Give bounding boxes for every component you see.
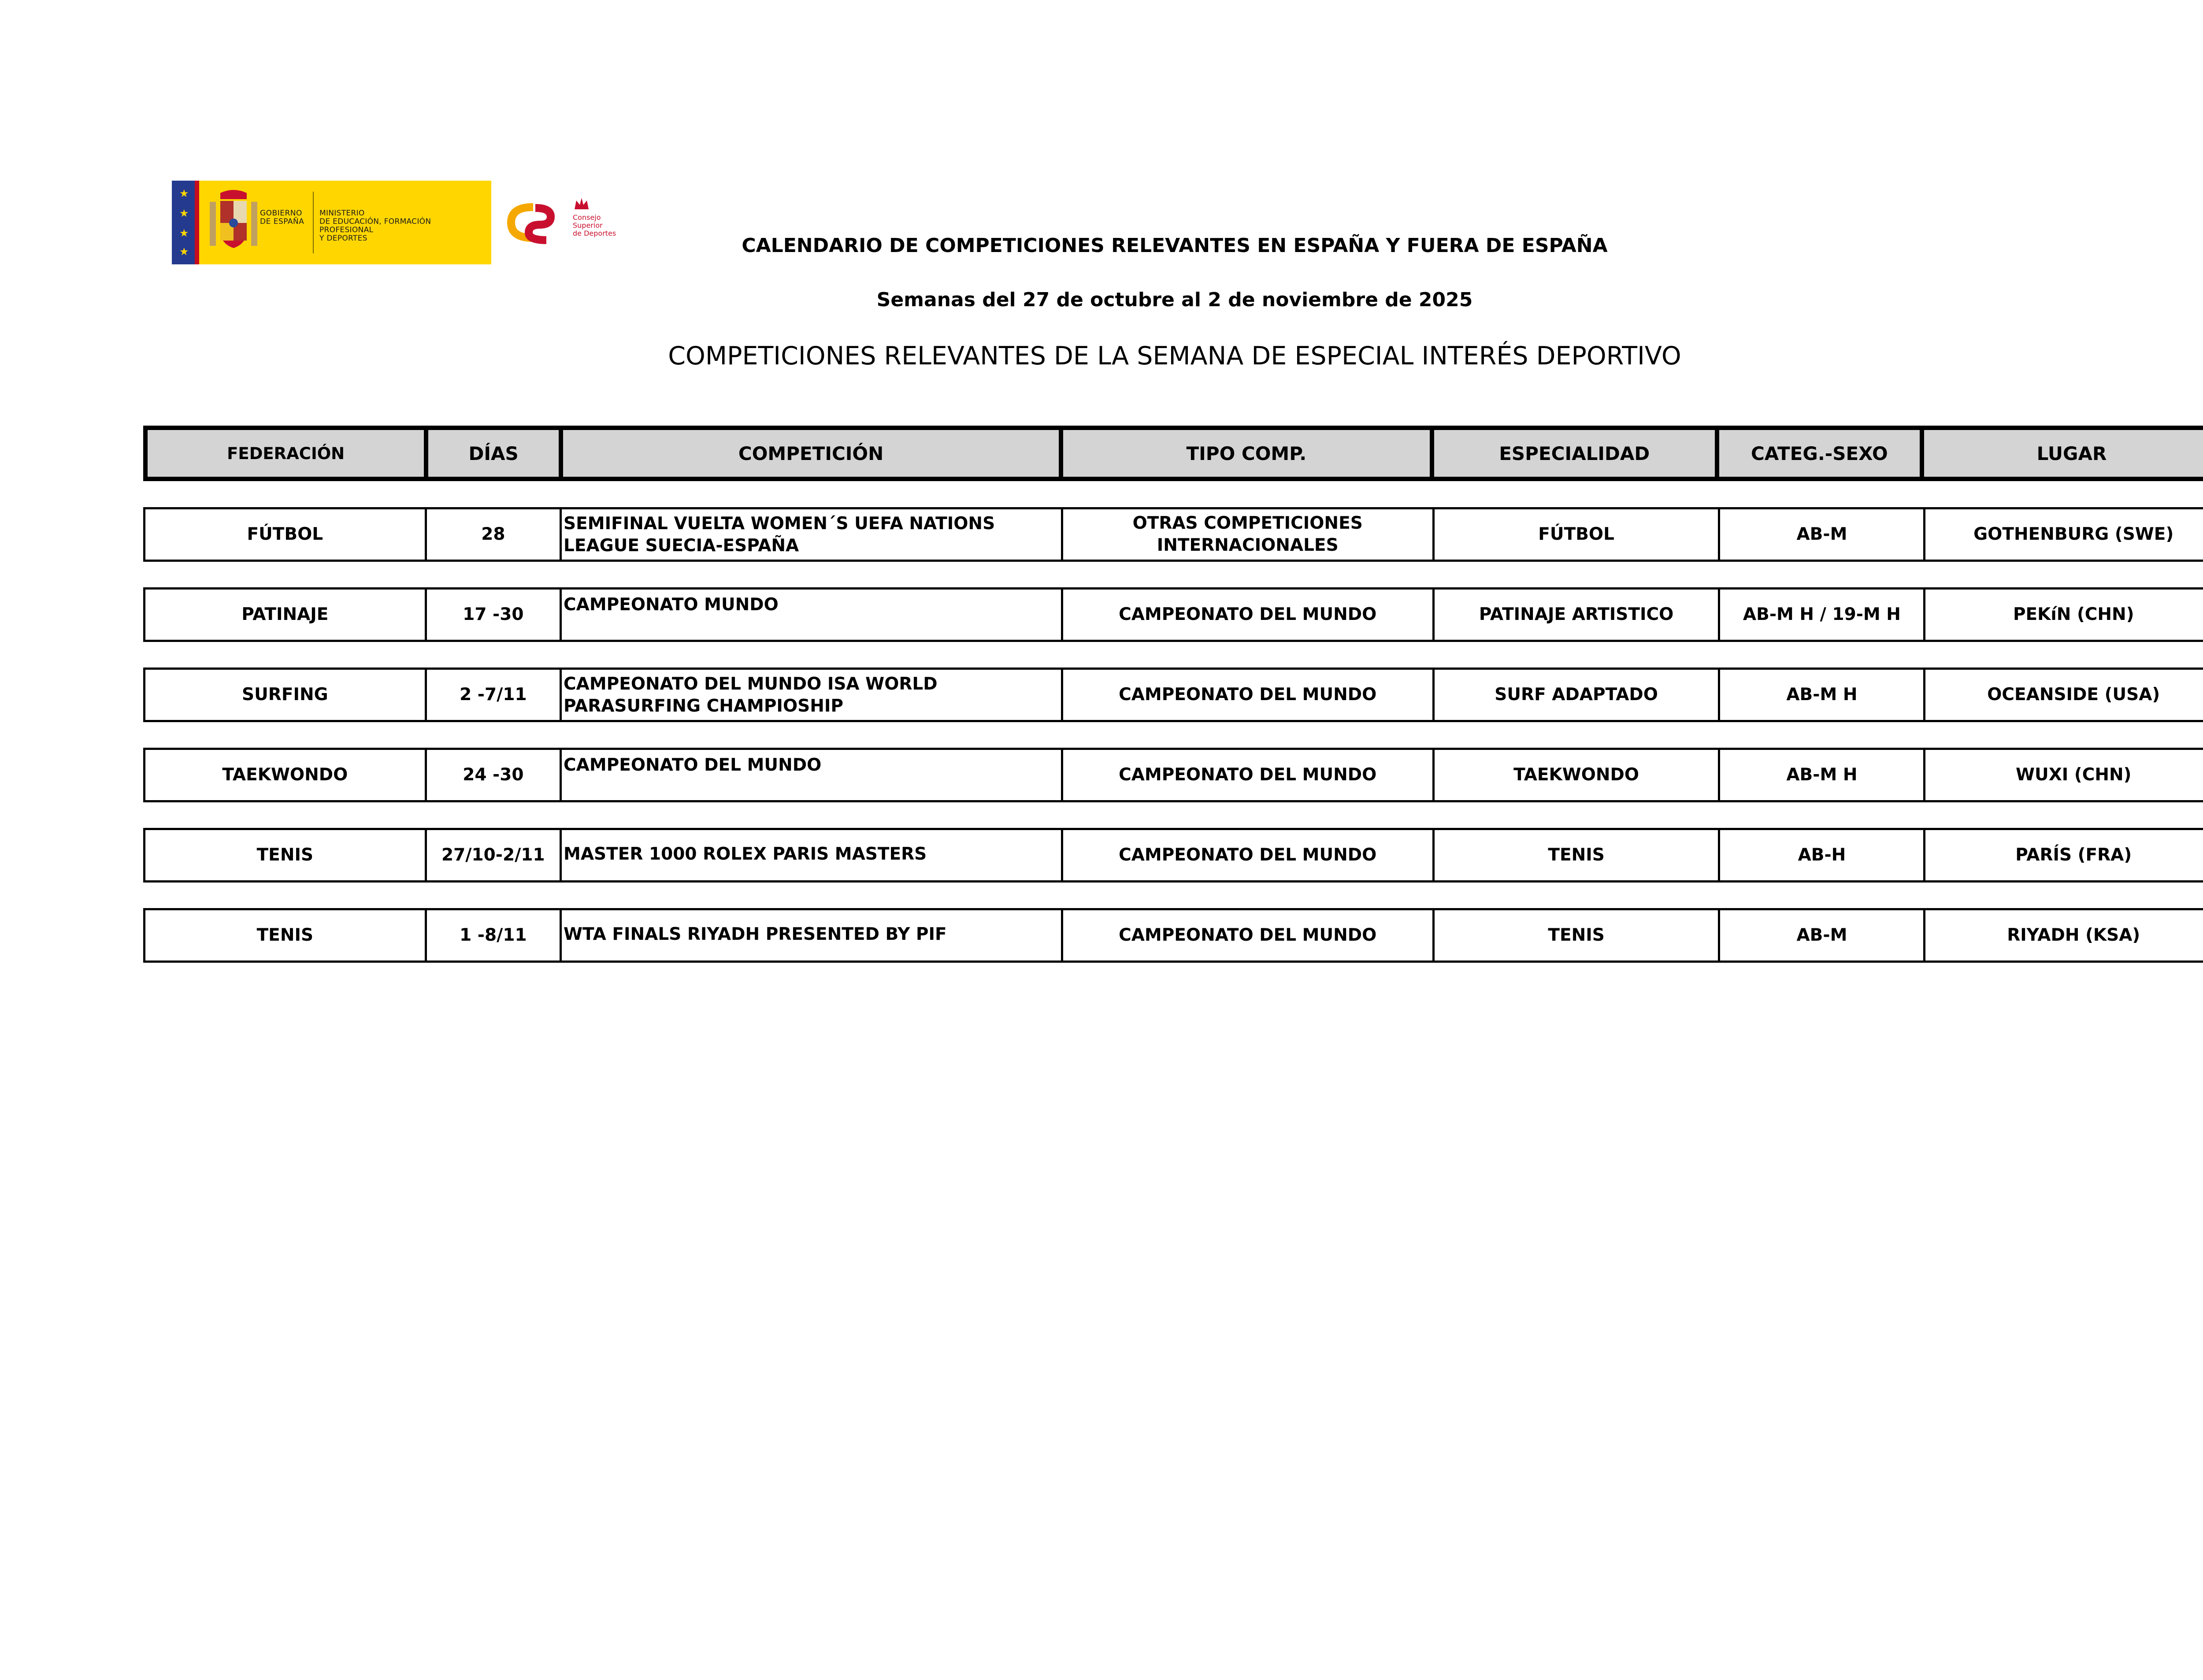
- cell-categ: AB-M H: [1720, 670, 1925, 720]
- cell-dias: 17 -30: [427, 590, 562, 640]
- column-header-competicion: COMPETICIÓN: [563, 430, 1063, 477]
- cell-especialidad: PATINAJE ARTISTICO: [1435, 590, 1721, 640]
- table-row: [143, 828, 2203, 883]
- cell-especialidad: FÚTBOL: [1435, 509, 1721, 560]
- cell-categ: AB-H: [1720, 830, 1925, 880]
- cell-federacion: PATINAJE: [145, 590, 427, 640]
- star-icon: ★: [179, 245, 189, 258]
- page-title: CALENDARIO DE COMPETICIONES RELEVANTES EN ESPAÑA Y FUERA DE ESPAÑA: [742, 234, 1608, 257]
- column-header-especialidad: ESPECIALIDAD: [1434, 430, 1719, 477]
- csd-name: Consejo Superior de Deportes: [573, 213, 616, 237]
- cell-competicion: MASTER 1000 ROLEX PARIS MASTERS: [562, 830, 1063, 880]
- table-row: [143, 748, 2203, 802]
- cell-lugar: GOTHENBURG (SWE): [1973, 524, 2174, 544]
- cell-especialidad: TAEKWONDO: [1435, 750, 1721, 800]
- cell-dias: 2 -7/11: [427, 670, 562, 720]
- table-header: [143, 426, 2203, 481]
- cell-especialidad: TENIS: [1435, 910, 1721, 961]
- column-header-federacion: FEDERACIÓN: [148, 430, 428, 477]
- cell-tipo: OTRAS COMPETICIONES INTERNACIONALES: [1063, 509, 1435, 560]
- cell-dias: 24 -30: [427, 750, 562, 800]
- cell-lugar: OCEANSIDE (USA): [1987, 685, 2160, 705]
- cell-competicion: CAMPEONATO MUNDO: [562, 590, 1063, 640]
- cell-competicion: CAMPEONATO DEL MUNDO ISA WORLD PARASURFING CHAMPIOSHIP: [562, 670, 1063, 720]
- cell-tipo: CAMPEONATO DEL MUNDO: [1063, 910, 1435, 961]
- cell-lugar: RIYADH (KSA): [2007, 925, 2140, 945]
- cell-lugar: PEKíN (CHN): [2013, 605, 2134, 624]
- cell-dias: 27/10-2/11: [427, 830, 562, 880]
- cell-competicion: CAMPEONATO DEL MUNDO: [562, 750, 1063, 800]
- week-range: Semanas del 27 de octubre al 2 de noviembre de 2025: [876, 289, 1473, 311]
- competitions-table: [143, 426, 2203, 963]
- cell-federacion: FÚTBOL: [145, 509, 427, 560]
- cell-categ: AB-M: [1720, 910, 1925, 961]
- cell-federacion: SURFING: [145, 670, 427, 720]
- cell-federacion: TAEKWONDO: [145, 750, 427, 800]
- star-icon: ★: [179, 227, 189, 239]
- cell-categ: AB-M H / 19-M H: [1720, 590, 1925, 640]
- section-subtitle: COMPETICIONES RELEVANTES DE LA SEMANA DE ESPECIAL INTERÉS DEPORTIVO: [668, 341, 1681, 371]
- cell-federacion: TENIS: [145, 830, 427, 880]
- column-header-tipo: TIPO COMP.: [1063, 430, 1434, 477]
- government-name: GOBIERNO DE ESPAÑA: [260, 209, 304, 226]
- cell-tipo: CAMPEONATO DEL MUNDO: [1063, 590, 1435, 640]
- column-header-dias: DÍAS: [428, 430, 563, 477]
- table-row: [143, 507, 2203, 562]
- cell-federacion: TENIS: [145, 910, 427, 961]
- ministry-name: MINISTERIO DE EDUCACIÓN, FORMACIÓN PROFESIONAL Y DEPORTES: [319, 209, 431, 243]
- cell-especialidad: TENIS: [1435, 830, 1721, 880]
- star-icon: ★: [179, 207, 189, 219]
- cell-categ: AB-M: [1720, 509, 1925, 560]
- cell-tipo: CAMPEONATO DEL MUNDO: [1063, 750, 1435, 800]
- cell-especialidad: SURF ADAPTADO: [1435, 670, 1721, 720]
- column-header-lugar: LUGAR: [2036, 442, 2107, 464]
- cell-lugar: WUXI (CHN): [2016, 765, 2132, 785]
- cell-dias: 28: [427, 509, 562, 560]
- cell-tipo: CAMPEONATO DEL MUNDO: [1063, 670, 1435, 720]
- cell-categ: AB-M H: [1720, 750, 1925, 800]
- table-row: [143, 908, 2203, 963]
- cell-competicion: SEMIFINAL VUELTA WOMEN´S UEFA NATIONS LEAGUE SUECIA-ESPAÑA: [562, 509, 1063, 560]
- cell-competicion: WTA FINALS RIYADH PRESENTED BY PIF: [562, 910, 1063, 961]
- cell-tipo: CAMPEONATO DEL MUNDO: [1063, 830, 1435, 880]
- crown-icon: [573, 196, 590, 212]
- cell-lugar: PARÍS (FRA): [2015, 845, 2132, 865]
- table-row: [143, 668, 2203, 722]
- cell-dias: 1 -8/11: [427, 910, 562, 961]
- star-icon: ★: [179, 187, 189, 200]
- table-row: [143, 587, 2203, 642]
- column-header-categ: CATEG.-SEXO: [1719, 430, 1924, 477]
